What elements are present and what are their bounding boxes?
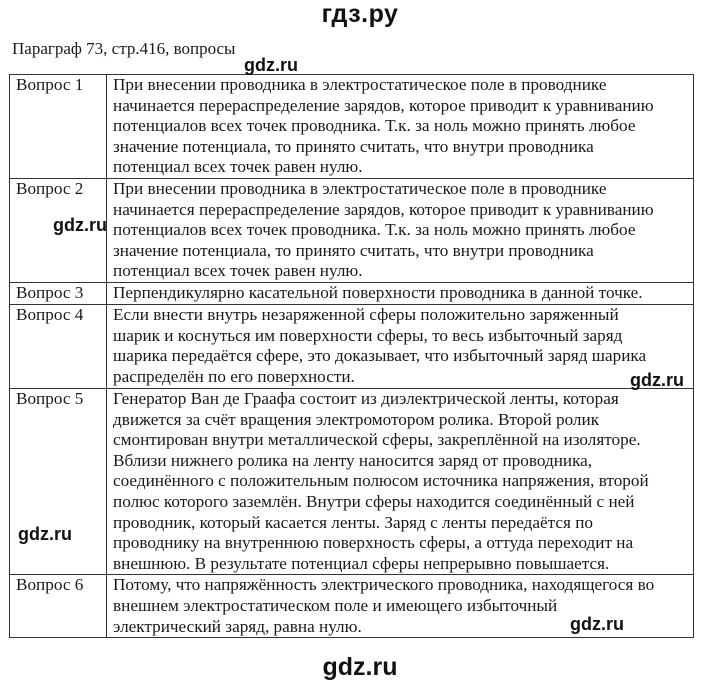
- answer-line: соединённого с положительным полюсом источника напряжения, второй: [113, 471, 649, 491]
- watermark: gdz.ru: [570, 614, 624, 634]
- answer-cell: [107, 75, 694, 179]
- answer-line: Генератор Ван де Граафа состоит из диэлектрической ленты, которая: [113, 389, 619, 408]
- table-row: [10, 179, 694, 283]
- watermark: gdz.ru: [244, 55, 298, 75]
- answer-line: внешнем электростатическом поле и имеющего избыточный: [113, 595, 558, 615]
- question-label: Вопрос 2: [10, 179, 107, 283]
- answer-line: значение потенциала, то принято считать, что внутри проводника: [113, 240, 594, 260]
- answer-line: внешнюю. В результате потенциал сферы непрерывно повышается.: [113, 553, 610, 573]
- answer-line: потенциалов всех точек проводника. Т.к. за ноль можно принять любое: [113, 220, 636, 240]
- table-row: [10, 389, 694, 575]
- answer-line: проводнику на внутреннюю поверхность сферы, а оттуда переходит на: [113, 533, 634, 553]
- answer-line: Если внести внутрь незаряженной сферы положительно заряженный: [113, 305, 619, 324]
- qa-table: [9, 74, 694, 638]
- answer-line: проводник, который касается ленты. Заряд с ленты передаётся по: [113, 512, 593, 532]
- site-title: гдз.ру: [321, 0, 399, 28]
- answer-line: шарика передаётся сфере, это доказывает, что избыточный заряд шарика: [113, 346, 647, 366]
- question-label: Вопрос 4: [10, 305, 107, 389]
- answer-line: Перпендикулярно касательной поверхности проводника в данной точке.: [113, 283, 643, 302]
- answer-cell: [107, 389, 694, 575]
- answer-line: При внесении проводника в электростатическое поле в проводнике: [113, 75, 607, 94]
- watermark: gdz.ru: [18, 524, 72, 544]
- answer-line: смонтирован внутри металлической сферы, закреплённой на изоляторе.: [113, 430, 641, 450]
- answer-cell: [107, 283, 694, 305]
- watermark: gdz.ru: [630, 370, 684, 390]
- question-label: Вопрос 1: [10, 75, 107, 179]
- answer-line: потенциал всех точек равен нулю.: [113, 157, 363, 177]
- table-row: [10, 75, 694, 179]
- question-label: Вопрос 6: [10, 575, 107, 638]
- answer-line: Вблизи нижнего ролика на ленту наносится заряд от проводника,: [113, 450, 593, 470]
- answer-line: электрический заряд, равна нулю.: [113, 616, 362, 636]
- answer-line: При внесении проводника в электростатическое поле в проводнике: [113, 179, 607, 198]
- page-heading: Параграф 73, стр.416, вопросы: [12, 39, 236, 58]
- answer-line: шарик и коснуться им поверхности сферы, то весь избыточный заряд: [113, 325, 623, 345]
- watermark: gdz.ru: [322, 653, 398, 681]
- answer-cell: [107, 179, 694, 283]
- answer-line: движется за счёт вращения электромотором ролика. Второй ролик: [113, 409, 600, 429]
- answer-line: распределён по его поверхности.: [113, 366, 355, 386]
- answer-line: полюс которого заземлён. Внутри сферы находится соединённый с ней: [113, 491, 635, 511]
- answer-line: значение потенциала, то принято считать, что внутри проводника: [113, 136, 594, 156]
- answer-line: начинается перераспределение зарядов, которое приводит к уравниванию: [113, 199, 654, 219]
- question-label: Вопрос 3: [10, 283, 107, 305]
- table-row: [10, 305, 694, 389]
- answer-line: начинается перераспределение зарядов, которое приводит к уравниванию: [113, 95, 654, 115]
- question-label: Вопрос 5: [10, 389, 107, 575]
- watermark: gdz.ru: [53, 215, 107, 235]
- table-row: [10, 283, 694, 305]
- answer-line: Потому, что напряжённость электрического проводника, находящегося во: [113, 575, 655, 595]
- answer-cell: [107, 305, 694, 389]
- answer-line: потенциалов всех точек проводника. Т.к. за ноль можно принять любое: [113, 116, 636, 136]
- answer-line: потенциал всех точек равен нулю.: [113, 261, 363, 281]
